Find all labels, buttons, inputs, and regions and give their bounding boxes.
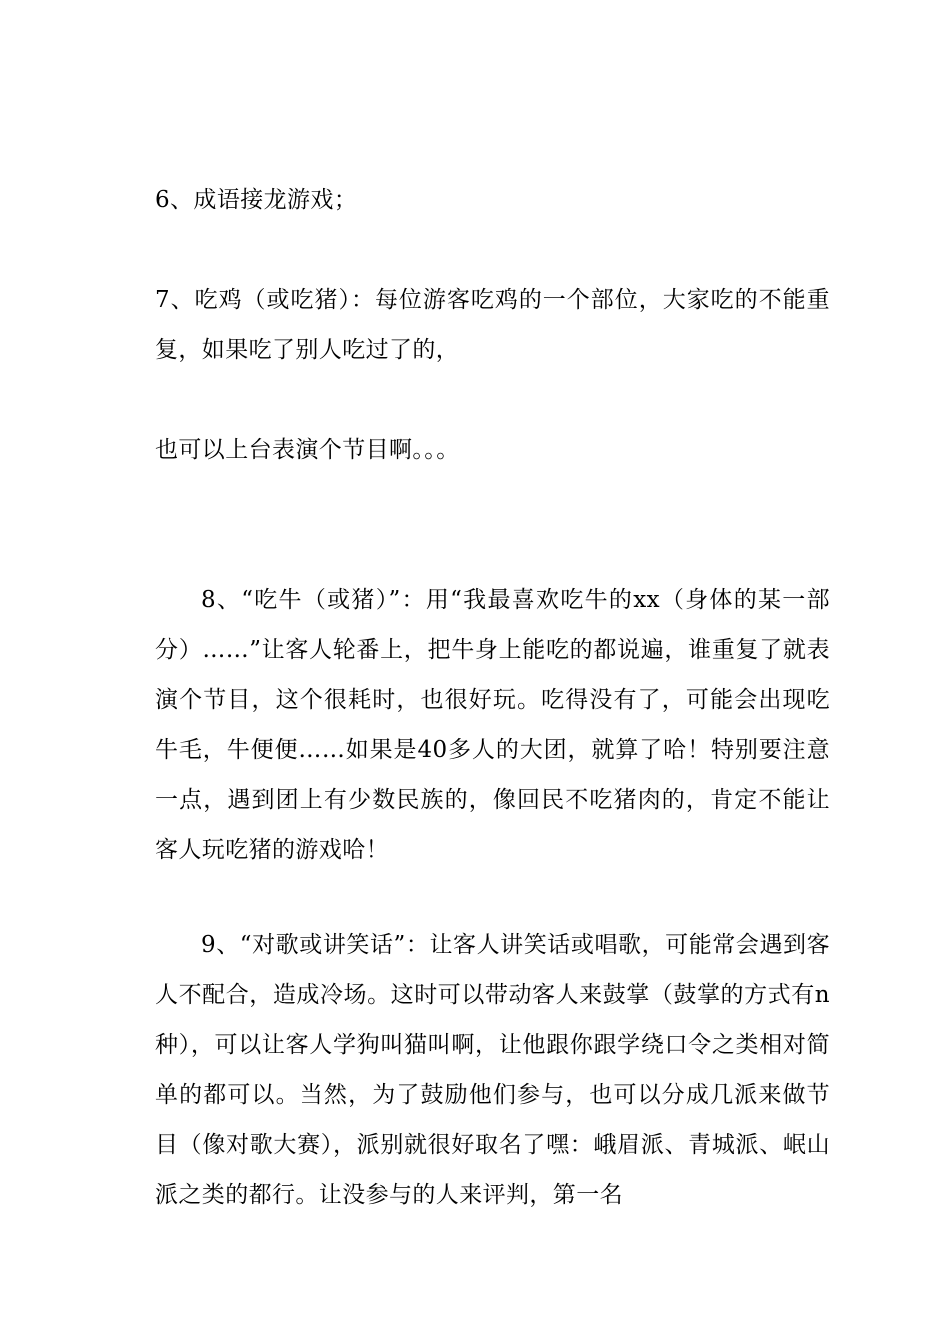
paragraph-item-9: 9、“对歌或讲笑话”：让客人讲笑话或唱歌，可能常会遇到客人不配合，造成冷场。这时可以带动客人来鼓掌（鼓掌的方式有n种），可以让客人学狗叫猫叫啊，让他跟你跟学绕口令之类相对简单的都可以。当然，为了鼓励他们参与，也可以分成几派来做节目（像对歌大赛），派别就很好取名了嘿：峨眉派、青城派、岷山派之类的都行。让没参与的人来评判，第一名: [155, 932, 830, 1208]
paragraph-item-8: 8、“吃牛（或猪）”：用“我最喜欢吃牛的xx（身体的某一部分）……”让客人轮番上，把牛身上能吃的都说遍，谁重复了就表演个节目，这个很耗时，也很好玩。吃得没有了，可能会出现吃牛毛，牛便便……如果是40多人的大团，就算了哈！特别要注意一点，遇到团上有少数民族的，像回民不吃猪肉的，肯定不能让客人玩吃猪的游戏哈！: [155, 587, 830, 863]
paragraph-item-7-continued: 也可以上台表演个节目啊。。。: [155, 437, 460, 463]
paragraph-item-6: 6、成语接龙游戏；: [155, 187, 358, 213]
paragraph-item-7: 7、吃鸡（或吃猪）：每位游客吃鸡的一个部位，大家吃的不能重复，如果吃了别人吃过了的，: [155, 287, 830, 363]
